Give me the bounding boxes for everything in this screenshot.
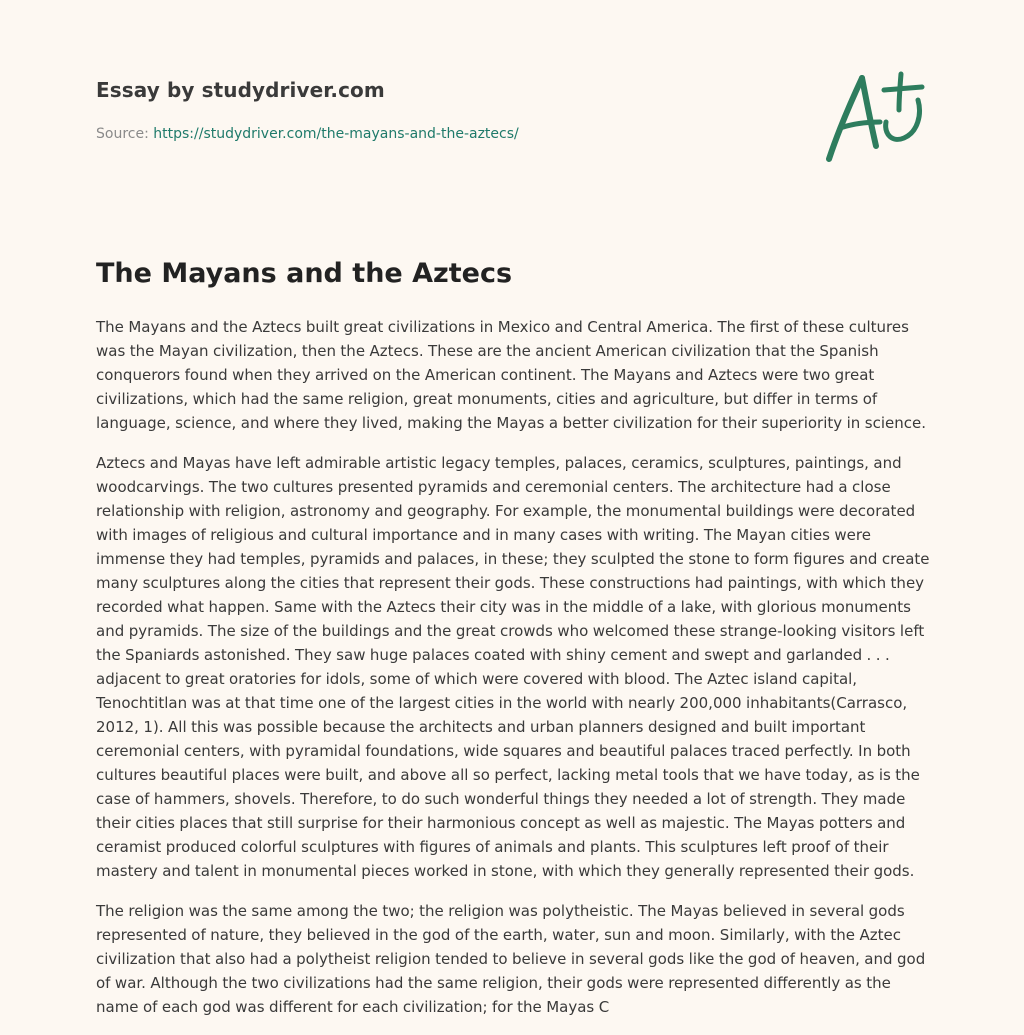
essay-paragraph: The Mayans and the Aztecs built great civilizations in Mexico and Central America. The first of these cultures was the Mayan civilization, then the Aztecs. These are the ancient American civilization that the Spanish conquerors found when they arrived on the American continent. The Mayans and Aztecs were two great civilizations, which had the same religion, great monuments, cities and agriculture, but differ in terms of language, science, and where they lived, making the Mayas a better civilization for their superiority in science. — [96, 318, 926, 432]
page-header — [96, 76, 519, 144]
source-link[interactable]: https://studydriver.com/the-mayans-and-the-aztecs/ — [153, 126, 519, 142]
essay-body — [96, 315, 936, 1035]
essay-paragraph: The religion was the same among the two; the religion was polytheistic. The Mayas believed in several gods represented of nature, they believed in the god of the earth, water, sun and moon. Similarly, with the Aztec civilization that also had a polytheist religion tended to believe in several gods like the god of heaven, and god of war. Although the two civilizations had the same religion, their gods were represented differently as the name of each god was different for each civilization; for the Mayas C — [96, 902, 926, 1016]
source-label: Source: — [96, 126, 154, 142]
source-line — [96, 124, 519, 144]
essay-title: The Mayans and the Aztecs — [96, 258, 513, 289]
essay-paragraph: Aztecs and Mayas have left admirable artistic legacy temples, palaces, ceramics, sculptures, paintings, and woodcarvings. The two cultures presented pyramids and ceremonial centers. The architecture had a close relationship with religion, astronomy and geography. For example, the monumental buildings were decorated with images of religious and cultural importance and in many cases with writing. The Mayan cities were immense they had temples, pyramids and palaces, in these; they sculpted the stone to form figures and create many sculptures along the cities that represent their gods. These constructions had paintings, with which they recorded what happen. Same with the Aztecs their city was in the middle of a lake, with glorious monuments and pyramids. The size of the buildings and the great crowds who welcomed these strange-looking visitors left the Spaniards astonished. They saw huge palaces coated with shiny cement and swept and garlanded . . . adjacent to great oratories for idols, some of which were covered with blood. The Aztec island capital, Tenochtitlan was at that time one of the largest cities in the world with nearly 200,000 inhabitants(Carrasco, 2012, 1). All this was possible because the architects and urban planners designed and built important ceremonial centers, with pyramidal foundations, wide squares and beautiful palaces traced perfectly. In both cultures beautiful places were built, and above all so perfect, lacking metal tools that we have today, as is the case of hammers, shovels. Therefore, to do such wonderful things they needed a lot of strength. They made their cities places that still surprise for their harmonious concept as well as majestic. The Mayas potters and ceramist produced colorful sculptures with figures of animals and plants. This sculptures left proof of their mastery and talent in monumental pieces worked in stone, with which they generally represented their gods. — [96, 454, 930, 880]
a-plus-grade-icon — [822, 68, 926, 164]
site-title: Essay by studydriver.com — [96, 78, 385, 102]
